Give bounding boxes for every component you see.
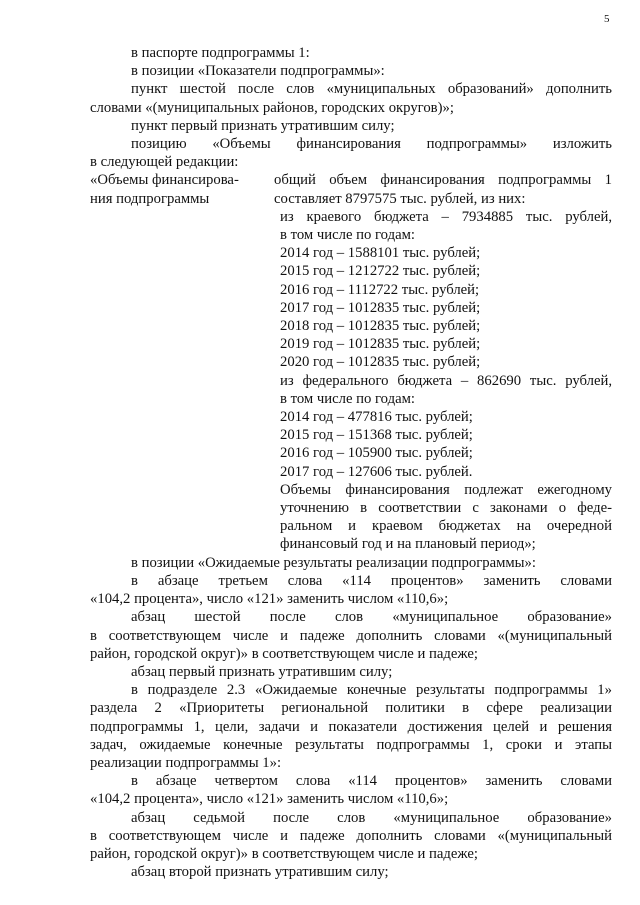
financing-value-line: 2018 год – 1012835 тыс. рублей; [280, 318, 481, 335]
financing-label-line: ния подпрограммы [90, 190, 210, 207]
financing-value-line: в том числе по годам: [280, 390, 415, 407]
financing-value-line: из краевого бюджета – 7934885 тыс. рублей, [280, 208, 612, 225]
text-line: в позиции «Ожидаемые результаты реализации подпрограммы»: [131, 554, 536, 571]
text-line: подпрограммы 1, цели, задачи и показатели достижения целей и решения [90, 718, 612, 735]
text-line: в соответствующем числе и падеже дополнить словами «(муниципальный [90, 827, 612, 844]
financing-value-line: в том числе по годам: [280, 227, 415, 244]
text-line: район, городской округ)» в соответствующем числе и падеже; [90, 645, 478, 662]
financing-value-line: 2015 год – 1212722 тыс. рублей; [280, 263, 481, 280]
financing-value-line: 2014 год – 477816 тыс. рублей; [280, 409, 473, 426]
financing-value-line: 2016 год – 1112722 тыс. рублей; [280, 281, 480, 298]
text-line: словами «(муниципальных районов, городских округов)»; [90, 99, 454, 116]
text-line: пункт первый признать утратившим силу; [131, 117, 395, 134]
text-block-before [90, 44, 612, 171]
financing-value-line: составляет 8797575 тыс. рублей, из них: [274, 190, 526, 207]
text-line: в следующей редакции: [90, 154, 239, 171]
financing-value-line: 2015 год – 151368 тыс. рублей; [280, 427, 473, 444]
financing-table [90, 171, 612, 553]
financing-value-line: уточнению в соответствии с законами о феде- [280, 500, 612, 517]
financing-value-line: 2017 год – 127606 тыс. рублей. [280, 463, 473, 480]
text-line: в соответствующем числе и падеже дополнить словами «(муниципальный [90, 627, 612, 644]
text-line: район, городской округ)» в соответствующем числе и падеже; [90, 845, 478, 862]
text-line: в подразделе 2.3 «Ожидаемые конечные результаты подпрограммы 1» [131, 682, 612, 699]
text-block-after [90, 554, 612, 882]
text-line: абзац седьмой после слов «муниципальное образование» [131, 809, 612, 826]
text-line: в паспорте подпрограммы 1: [131, 45, 310, 61]
financing-value-line: 2020 год – 1012835 тыс. рублей; [280, 354, 481, 371]
text-line: позицию «Объемы финансирования подпрограммы» изложить [131, 136, 612, 153]
text-line: в абзаце четвертом слова «114 процентов» заменить словами [131, 773, 612, 790]
financing-value-line: Объемы финансирования подлежат ежегодному [280, 481, 612, 498]
text-line: абзац первый признать утратившим силу; [131, 663, 393, 680]
text-line: абзац шестой после слов «муниципальное образование» [131, 609, 612, 626]
financing-value-line: ральном и краевом бюджетах на очередной [280, 518, 612, 535]
text-line: задач, ожидаемые конечные результаты подпрограммы 1, сроки и этапы [90, 736, 612, 753]
financing-value-line: из федерального бюджета – 862690 тыс. рублей, [280, 372, 612, 389]
financing-value-column [274, 171, 612, 553]
text-line: абзац второй признать утратившим силу; [131, 864, 389, 881]
financing-label-column [90, 171, 274, 553]
text-line: «104,2 процента», число «121» заменить числом «110,6»; [90, 591, 449, 608]
page-number: 5 [604, 13, 610, 25]
text-line: пункт шестой после слов «муниципальных образований» дополнить [131, 81, 612, 98]
text-line: реализации подпрограммы 1»: [90, 754, 282, 771]
financing-label-line: «Объемы финансирова- [90, 172, 239, 189]
text-line: в абзаце третьем слова «114 процентов» заменить словами [131, 572, 612, 589]
text-line: раздела 2 «Приоритеты региональной политики в сфере реализации [90, 700, 612, 717]
financing-value-line: 2017 год – 1012835 тыс. рублей; [280, 299, 481, 316]
financing-value-line: финансовый год и на плановый период»; [280, 536, 536, 553]
financing-value-line: 2014 год – 1588101 тыс. рублей; [280, 245, 481, 262]
financing-value-line: 2019 год – 1012835 тыс. рублей; [280, 336, 481, 353]
text-line: в позиции «Показатели подпрограммы»: [131, 63, 385, 80]
text-line: «104,2 процента», число «121» заменить числом «110,6»; [90, 791, 449, 808]
financing-value-line: 2016 год – 105900 тыс. рублей; [280, 445, 473, 462]
financing-value-line: общий объем финансирования подпрограммы 1 [274, 172, 612, 189]
